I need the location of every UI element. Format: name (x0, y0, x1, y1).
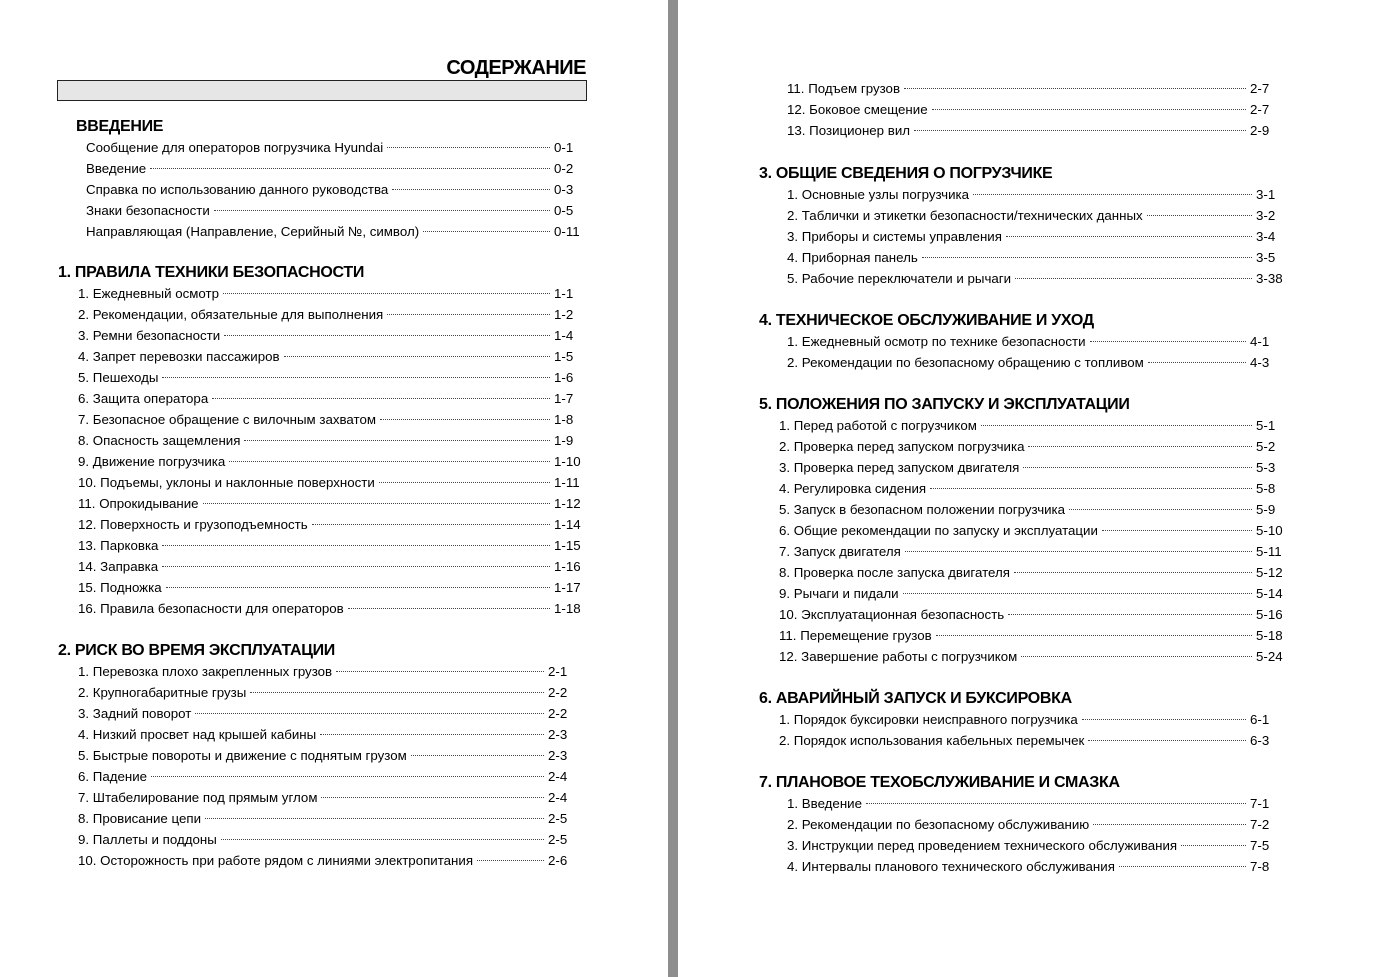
toc-entry[interactable] (58, 514, 580, 535)
toc-entry[interactable] (759, 835, 1276, 856)
dot-leader (336, 671, 544, 672)
toc-entry-label: 9. Паллеты и поддоны (78, 832, 217, 847)
toc-entry-label: 3. Проверка перед запуском двигателя (779, 460, 1020, 475)
dot-leader (423, 231, 550, 232)
toc-entry-page-number: 2-7 (1250, 81, 1270, 96)
toc-entry-page-number: 6-3 (1250, 733, 1270, 748)
toc-entry-label: 11. Подъем грузов (787, 81, 901, 96)
toc-entry-label: 4. Приборная панель (787, 250, 918, 265)
toc-entry-label: 16. Правила безопасности для операторов (78, 601, 344, 616)
toc-entry-page-number: 5-10 (1256, 523, 1283, 538)
toc-entry-label: 8. Проверка после запуска двигателя (779, 565, 1010, 580)
toc-entry-label: 3. Инструкции перед проведением технического обслуживания (787, 838, 1178, 853)
toc-entry-page-number: 2-4 (548, 790, 568, 805)
dot-leader (1119, 866, 1246, 867)
left-page (0, 0, 668, 977)
dot-leader (392, 189, 550, 190)
dot-leader (866, 803, 1246, 804)
toc-entry-label: 10. Осторожность при работе рядом с линиями электропитания (78, 853, 474, 868)
toc-entry-label: 4. Запрет перевозки пассажиров (78, 349, 280, 364)
toc-entry-page-number: 0-2 (554, 161, 574, 176)
dot-leader (1088, 740, 1246, 741)
section-heading: 4. ТЕХНИЧЕСКОЕ ОБСЛУЖИВАНИЕ И УХОД (759, 312, 1094, 329)
dot-leader (151, 776, 544, 777)
dot-leader (250, 692, 544, 693)
toc-entry[interactable] (58, 808, 574, 829)
toc-entry-page-number: 1-1 (554, 286, 574, 301)
toc-entry-page-number: 0-3 (554, 182, 574, 197)
toc-entry[interactable] (58, 556, 580, 577)
toc-entry[interactable] (759, 562, 1282, 583)
page-title: СОДЕРЖАНИЕ (446, 57, 586, 79)
toc-entry-page-number: 3-1 (1256, 187, 1276, 202)
toc-entry-label: 4. Интервалы планового технического обслуживания (787, 859, 1115, 874)
section-heading: 6. АВАРИЙНЫЙ ЗАПУСК И БУКСИРОВКА (759, 690, 1072, 707)
dot-leader (195, 713, 544, 714)
dot-leader (1023, 467, 1252, 468)
toc-entry-page-number: 2-7 (1250, 102, 1270, 117)
toc-entry-page-number: 5-12 (1256, 565, 1283, 580)
dot-leader (1090, 341, 1246, 342)
toc-entry[interactable] (759, 520, 1282, 541)
toc-entry[interactable] (759, 247, 1282, 268)
dot-leader (387, 314, 550, 315)
toc-entry-label: 2. Таблички и этикетки безопасности/технических данных (787, 208, 1143, 223)
toc-entry-page-number: 1-7 (554, 391, 574, 406)
toc-section-7 (759, 772, 1276, 877)
toc-entry[interactable] (759, 499, 1282, 520)
toc-entry[interactable] (76, 200, 580, 221)
toc-entry[interactable] (759, 436, 1282, 457)
dot-leader (1069, 509, 1252, 510)
toc-entry[interactable] (58, 493, 580, 514)
dot-leader (1008, 614, 1252, 615)
toc-entry[interactable] (759, 583, 1282, 604)
toc-entry[interactable] (759, 625, 1282, 646)
toc-entry-page-number: 1-9 (554, 433, 574, 448)
toc-entry[interactable] (58, 367, 580, 388)
toc-entry-page-number: 2-9 (1250, 123, 1270, 138)
toc-entry-label: 1. Порядок буксировки неисправного погрузчика (779, 712, 1078, 727)
toc-entry-label: Справка по использованию данного руководства (86, 182, 389, 197)
toc-entry[interactable] (58, 829, 574, 850)
toc-entry-page-number: 2-4 (548, 769, 568, 784)
toc-entry-page-number: 1-10 (554, 454, 581, 469)
toc-entry-label: Сообщение для операторов погрузчика Hyundai (86, 140, 384, 155)
toc-entry-label: 12. Боковое смещение (787, 102, 928, 117)
toc-entry-page-number: 5-2 (1256, 439, 1276, 454)
toc-entry[interactable] (759, 730, 1276, 751)
toc-entry[interactable] (759, 268, 1282, 289)
toc-section-1 (58, 262, 580, 619)
toc-entry-page-number: 2-2 (548, 706, 568, 721)
toc-entry[interactable] (759, 331, 1276, 352)
toc-entry-label: 2. Рекомендации по безопасному обслуживанию (787, 817, 1090, 832)
dot-leader (1181, 845, 1246, 846)
toc-entry-label: 8. Опасность защемления (78, 433, 241, 448)
toc-entry-label: 5. Пешеходы (78, 370, 159, 385)
toc-section-3 (759, 163, 1282, 289)
dot-leader (1021, 656, 1252, 657)
section-heading: 7. ПЛАНОВОЕ ТЕХОБСЛУЖИВАНИЕ И СМАЗКА (759, 774, 1120, 791)
section-heading: 5. ПОЛОЖЕНИЯ ПО ЗАПУСКУ И ЭКСПЛУАТАЦИИ (759, 396, 1130, 413)
toc-entry-label: 10. Подъемы, уклоны и наклонные поверхности (78, 475, 375, 490)
toc-entry-label: 2. Рекомендации по безопасному обращению с топливом (787, 355, 1144, 370)
dot-leader (905, 551, 1252, 552)
toc-entry-page-number: 1-15 (554, 538, 581, 553)
toc-entry-label: 2. Рекомендации, обязательные для выполнения (78, 307, 384, 322)
toc-entry[interactable] (759, 793, 1276, 814)
dot-leader (932, 109, 1246, 110)
toc-entry-label: 4. Низкий просвет над крышей кабины (78, 727, 317, 742)
toc-entry[interactable] (759, 120, 1276, 141)
toc-entry-page-number: 7-8 (1250, 859, 1270, 874)
toc-entry-page-number: 2-2 (548, 685, 568, 700)
toc-entry-page-number: 2-3 (548, 727, 568, 742)
toc-entry-label: Направляющая (Направление, Серийный №, символ) (86, 224, 420, 239)
dot-leader (1102, 530, 1252, 531)
toc-entry-page-number: 6-1 (1250, 712, 1270, 727)
toc-entry[interactable] (58, 325, 580, 346)
toc-entry-page-number: 2-1 (548, 664, 568, 679)
toc-entry[interactable] (58, 598, 580, 619)
toc-entry-page-number: 2-5 (548, 811, 568, 826)
toc-entry-label: 14. Заправка (78, 559, 159, 574)
dot-leader (162, 566, 550, 567)
toc-entry-page-number: 5-24 (1256, 649, 1283, 664)
toc-entry-page-number: 1-8 (554, 412, 574, 427)
toc-entry-label: 2. Порядок использования кабельных перемычек (779, 733, 1085, 748)
toc-entry[interactable] (759, 78, 1276, 99)
toc-entry-page-number: 1-12 (554, 496, 581, 511)
dot-leader (1015, 278, 1252, 279)
toc-entry-label: 11. Опрокидывание (78, 496, 199, 511)
dot-leader (203, 503, 550, 504)
section-heading: 1. ПРАВИЛА ТЕХНИКИ БЕЗОПАСНОСТИ (58, 264, 365, 281)
toc-entry-page-number: 5-9 (1256, 502, 1276, 517)
dot-leader (936, 635, 1252, 636)
dot-leader (1006, 236, 1252, 237)
dot-leader (205, 818, 544, 819)
toc-entry-page-number: 7-1 (1250, 796, 1270, 811)
toc-entry-page-number: 4-1 (1250, 334, 1270, 349)
dot-leader (930, 488, 1252, 489)
dot-leader (223, 293, 550, 294)
dot-leader (166, 587, 550, 588)
toc-entry-page-number: 1-16 (554, 559, 581, 574)
toc-entry-label: 1. Перед работой с погрузчиком (779, 418, 977, 433)
dot-leader (904, 88, 1246, 89)
dot-leader (903, 593, 1252, 594)
dot-leader (224, 335, 550, 336)
toc-entry[interactable] (58, 388, 580, 409)
toc-entry-label: 2. Крупногабаритные грузы (78, 685, 247, 700)
toc-entry[interactable] (759, 541, 1282, 562)
toc-entry[interactable] (58, 472, 580, 493)
dot-leader (1148, 362, 1246, 363)
toc-entry-label: 5. Запуск в безопасном положении погрузчика (779, 502, 1066, 517)
toc-entry-label: 1. Основные узлы погрузчика (787, 187, 970, 202)
dot-leader (284, 356, 550, 357)
toc-entry-label: 13. Позиционер вил (787, 123, 911, 138)
toc-entry-label: 5. Быстрые повороты и движение с поднятым грузом (78, 748, 407, 763)
toc-entry-page-number: 2-5 (548, 832, 568, 847)
dot-leader (1028, 446, 1252, 447)
toc-entry[interactable] (58, 304, 580, 325)
section-heading: 2. РИСК ВО ВРЕМЯ ЭКСПЛУАТАЦИИ (58, 642, 335, 659)
toc-entry[interactable] (759, 226, 1282, 247)
dot-leader (1147, 215, 1252, 216)
toc-section-intro (76, 116, 580, 242)
toc-entry-page-number: 7-5 (1250, 838, 1270, 853)
toc-entry-label: 7. Штабелирование под прямым углом (78, 790, 318, 805)
toc-entry[interactable] (58, 451, 580, 472)
dot-leader (312, 524, 550, 525)
toc-entry-page-number: 1-6 (554, 370, 574, 385)
toc-entry-label: Знаки безопасности (86, 203, 210, 218)
toc-entry-label: 10. Эксплуатационная безопасность (779, 607, 1005, 622)
toc-entry-page-number: 2-3 (548, 748, 568, 763)
toc-section-2 (58, 640, 574, 871)
dot-leader (477, 860, 544, 861)
toc-entry-label: 6. Защита оператора (78, 391, 209, 406)
dot-leader (212, 398, 550, 399)
toc-entry-page-number: 5-8 (1256, 481, 1276, 496)
toc-entry[interactable] (76, 137, 580, 158)
toc-entry-label: 5. Рабочие переключатели и рычаги (787, 271, 1012, 286)
toc-entry-page-number: 1-11 (554, 475, 580, 490)
toc-entry-page-number: 3-5 (1256, 250, 1276, 265)
dot-leader (244, 440, 550, 441)
toc-entry[interactable] (58, 682, 574, 703)
toc-entry-page-number: 4-3 (1250, 355, 1270, 370)
dot-leader (973, 194, 1252, 195)
toc-entry[interactable] (759, 99, 1276, 120)
toc-entry-label: 13. Парковка (78, 538, 159, 553)
dot-leader (1014, 572, 1252, 573)
toc-entry-page-number: 5-1 (1256, 418, 1276, 433)
section-heading: ВВЕДЕНИЕ (76, 118, 164, 135)
dot-leader (162, 545, 550, 546)
dot-leader (922, 257, 1252, 258)
toc-section-6 (759, 688, 1276, 751)
toc-entry[interactable] (759, 352, 1276, 373)
toc-entry-label: 1. Ежедневный осмотр по технике безопасности (787, 334, 1086, 349)
toc-entry-page-number: 0-11 (554, 224, 580, 239)
toc-entry-page-number: 1-17 (554, 580, 581, 595)
dot-leader (380, 419, 550, 420)
toc-entry-page-number: 0-5 (554, 203, 574, 218)
toc-entry[interactable] (58, 745, 574, 766)
toc-entry-page-number: 3-2 (1256, 208, 1276, 223)
toc-entry-label: 3. Приборы и системы управления (787, 229, 1002, 244)
toc-entry-label: 11. Перемещение грузов (779, 628, 932, 643)
toc-entry-page-number: 5-18 (1256, 628, 1283, 643)
toc-entry-label: 4. Регулировка сидения (779, 481, 927, 496)
toc-entry[interactable] (759, 184, 1282, 205)
toc-entry[interactable] (759, 604, 1282, 625)
right-page (678, 0, 1389, 977)
toc-entry[interactable] (58, 535, 580, 556)
toc-entry[interactable] (76, 221, 580, 242)
toc-entry-label: 9. Движение погрузчика (78, 454, 226, 469)
toc-entry-label: 2. Проверка перед запуском погрузчика (779, 439, 1025, 454)
dot-leader (162, 377, 550, 378)
toc-entry[interactable] (58, 283, 580, 304)
toc-entry-page-number: 3-4 (1256, 229, 1276, 244)
toc-entry-page-number: 0-1 (554, 140, 574, 155)
dot-leader (981, 425, 1252, 426)
toc-entry-page-number: 1-18 (554, 601, 581, 616)
toc-entry[interactable] (76, 158, 580, 179)
toc-entry-page-number: 5-3 (1256, 460, 1276, 475)
toc-entry[interactable] (759, 856, 1276, 877)
toc-entry-label: 1. Введение (787, 796, 862, 811)
toc-entry-label: 3. Задний поворот (78, 706, 192, 721)
toc-entry-label: 9. Рычаги и пидали (779, 586, 899, 601)
toc-entry-label: 12. Завершение работы с погрузчиком (779, 649, 1018, 664)
dot-leader (348, 608, 550, 609)
toc-entry[interactable] (58, 850, 574, 871)
toc-entry-page-number: 1-4 (554, 328, 574, 343)
toc-entry[interactable] (58, 787, 574, 808)
toc-entry-label: 7. Безопасное обращение с вилочным захватом (78, 412, 377, 427)
dot-leader (379, 482, 550, 483)
toc-section-2-continued (759, 78, 1276, 141)
page-gutter (668, 0, 678, 977)
toc-entry-page-number: 3-38 (1256, 271, 1283, 286)
dot-leader (914, 130, 1246, 131)
toc-entry-page-number: 5-16 (1256, 607, 1283, 622)
dot-leader (1093, 824, 1246, 825)
toc-entry-label: 8. Провисание цепи (78, 811, 202, 826)
toc-entry-page-number: 2-6 (548, 853, 568, 868)
dot-leader (221, 839, 544, 840)
dot-leader (214, 210, 550, 211)
toc-entry-page-number: 1-5 (554, 349, 574, 364)
dot-leader (320, 734, 544, 735)
dot-leader (1082, 719, 1246, 720)
toc-entry[interactable] (759, 457, 1282, 478)
dot-leader (321, 797, 544, 798)
dot-leader (229, 461, 550, 462)
toc-entry[interactable] (58, 346, 580, 367)
toc-entry[interactable] (58, 577, 580, 598)
dot-leader (387, 147, 550, 148)
toc-entry[interactable] (759, 814, 1276, 835)
toc-entry-page-number: 1-2 (554, 307, 574, 322)
dot-leader (411, 755, 544, 756)
toc-entry-label: 15. Подножка (78, 580, 162, 595)
toc-entry-page-number: 5-11 (1256, 544, 1282, 559)
toc-entry-page-number: 5-14 (1256, 586, 1283, 601)
toc-entry[interactable] (76, 179, 580, 200)
toc-entry-label: 6. Падение (78, 769, 148, 784)
toc-entry[interactable] (759, 478, 1282, 499)
title-bar (57, 80, 587, 101)
toc-entry-label: 12. Поверхность и грузоподъемность (78, 517, 308, 532)
toc-entry-label: 7. Запуск двигателя (779, 544, 901, 559)
toc-entry-label: 3. Ремни безопасности (78, 328, 221, 343)
toc-entry-label: 6. Общие рекомендации по запуску и эксплуатации (779, 523, 1098, 538)
toc-entry[interactable] (58, 703, 574, 724)
section-heading: 3. ОБЩИЕ СВЕДЕНИЯ О ПОГРУЗЧИКЕ (759, 165, 1053, 182)
toc-section-5 (759, 394, 1282, 667)
toc-entry-page-number: 1-14 (554, 517, 581, 532)
dot-leader (150, 168, 550, 169)
toc-entry[interactable] (759, 709, 1276, 730)
toc-entry[interactable] (58, 430, 580, 451)
toc-entry[interactable] (58, 409, 580, 430)
toc-entry[interactable] (58, 724, 574, 745)
toc-section-4 (759, 310, 1276, 373)
toc-entry[interactable] (759, 415, 1282, 436)
toc-entry[interactable] (759, 205, 1282, 226)
toc-entry-label: 1. Ежедневный осмотр (78, 286, 220, 301)
toc-entry-page-number: 7-2 (1250, 817, 1270, 832)
toc-entry-label: 1. Перевозка плохо закрепленных грузов (78, 664, 333, 679)
toc-entry-label: Введение (86, 161, 147, 176)
toc-entry[interactable] (58, 766, 574, 787)
toc-entry[interactable] (759, 646, 1282, 667)
toc-entry[interactable] (58, 661, 574, 682)
